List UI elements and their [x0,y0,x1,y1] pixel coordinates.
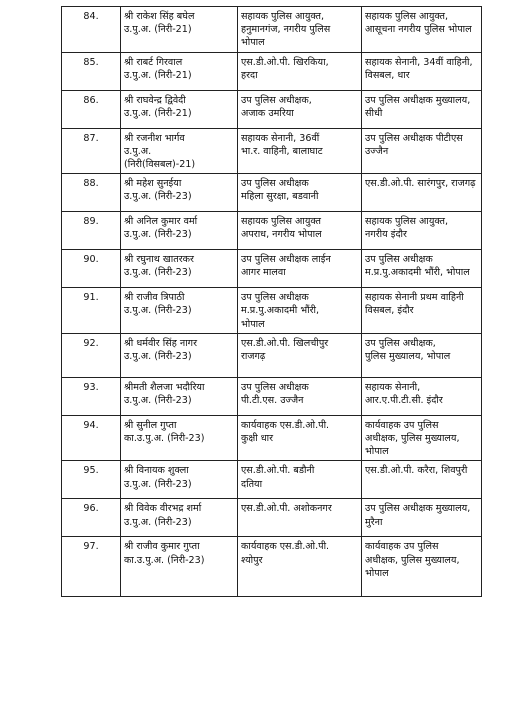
officer-line: श्री अनिल कुमार वर्मा [124,216,198,228]
officer-name-cell [121,288,238,334]
current-posting-line: कुक्षी धार [241,433,274,445]
current-posting-line: कार्यवाहक एस.डी.ओ.पी. [241,541,330,553]
serial-number: 88. [83,178,99,190]
new-posting-line: सहायक सेनानी, [365,381,421,393]
new-posting-line: पुलिस मुख्यालय, भोपाल [365,351,451,363]
new-posting-line: उप पुलिस अधीक्षक मुख्यालय, [365,503,471,515]
serial-number: 89. [83,216,99,228]
new-posting-cell [362,377,482,415]
current-posting-line: उप पुलिस अधीक्षक, [241,94,312,106]
officer-line: उ.पु.अ. (निरी-21) [124,107,192,119]
current-posting-cell [238,174,362,212]
officer-line: श्री रघुनाथ खातरकर [124,254,194,266]
officer-line: उ.पु.अ. (निरी-21) [124,24,192,36]
serial-number: 87. [83,132,99,144]
table-row [62,128,482,174]
current-posting-cell [238,7,362,53]
serial-number-cell [62,461,121,499]
officer-line: उ.पु.अ. (निरी-23) [124,478,192,490]
officer-name-cell [121,461,238,499]
serial-number: 84. [83,11,99,22]
officer-name-cell [121,7,238,53]
officer-line: श्री राजीव त्रिपाठी [124,292,185,304]
serial-number: 94. [83,419,99,431]
serial-number: 91. [83,292,99,304]
new-posting-line: आर.ए.पी.टी.सी. इंदौर [365,395,443,407]
new-posting-line: उप पुलिस अधीक्षक पीटीएस [365,132,463,144]
current-posting-line: कार्यवाहक एस.डी.ओ.पी. [241,419,330,431]
current-posting-cell [238,377,362,415]
officer-line: उ.पु.अ. (निरी-21) [124,69,192,81]
table-row [62,250,482,288]
new-posting-cell [362,333,482,377]
current-posting-line: दतिया [241,478,263,490]
new-posting-cell [362,537,482,597]
serial-number: 96. [83,503,99,515]
serial-number-cell [62,250,121,288]
new-posting-line: सहायक सेनानी प्रथम वाहिनी [365,292,464,304]
table-row [62,415,482,461]
new-posting-cell [362,288,482,334]
officer-line: उ.पु.अ. (निरी-23) [124,516,192,528]
new-posting-line: भोपाल [365,446,389,458]
serial-number-cell [62,333,121,377]
officer-line: श्री राकेश सिंह बघेल [124,11,195,22]
current-posting-line: एस.डी.ओ.पी. खिरकिया, [241,56,329,68]
current-posting-line: सहायक पुलिस आयुक्त, [241,11,325,22]
officer-line: उ.पु.अ. (निरी-23) [124,305,192,317]
current-posting-line: भोपाल [241,318,265,330]
officer-line: श्री राबर्ट गिरवाल [124,56,183,68]
officer-name-cell [121,174,238,212]
current-posting-cell [238,333,362,377]
new-posting-line: सहायक सेनानी, 34वीं वाहिनी, [365,56,473,68]
new-posting-line: म.प्र.पु.अकादमी भौंरी, भोपाल [365,267,470,279]
serial-number: 90. [83,254,99,266]
officer-name-cell [121,128,238,174]
new-posting-cell [362,461,482,499]
current-posting-cell [238,52,362,90]
new-posting-line: सहायक पुलिस आयुक्त, [365,216,449,228]
officer-line: उ.पु.अ. (निरी-23) [124,229,192,241]
current-posting-line: महिला सुरक्षा, बडवानी [241,191,319,203]
officer-name-cell [121,333,238,377]
officer-line: श्री विनायक शुक्ला [124,465,189,477]
current-posting-line: उप पुलिस अधीक्षक [241,292,309,304]
officer-name-cell [121,250,238,288]
officer-name-cell [121,415,238,461]
officer-name-cell [121,90,238,128]
current-posting-line: एस.डी.ओ.पी. बडौनी [241,465,315,477]
officer-line: श्री राजीव कुमार गुप्ता [124,541,200,553]
current-posting-line: अपराध, नगरीय भोपाल [241,229,322,241]
current-posting-line: आगर मालवा [241,267,286,279]
serial-number-cell [62,212,121,250]
officer-line: श्री रजनीश भार्गव [124,132,185,144]
serial-number-cell [62,499,121,537]
table-row [62,174,482,212]
current-posting-line: म.प्र.पु.अकादमी भौंरी, [241,305,320,317]
current-posting-cell [238,250,362,288]
new-posting-line: एस.डी.ओ.पी. सारंगपुर, राजगढ़ [365,178,476,190]
table-row [62,212,482,250]
current-posting-line: उप पुलिस अधीक्षक लाईन [241,254,331,266]
current-posting-line: श्योपुर [241,554,263,566]
serial-number-cell [62,174,121,212]
new-posting-cell [362,128,482,174]
serial-number: 92. [83,337,99,349]
officer-name-cell [121,52,238,90]
current-posting-cell [238,128,362,174]
new-posting-line: एस.डी.ओ.पी. करैरा, शिवपुरी [365,465,468,477]
current-posting-line: हरदा [241,69,258,81]
current-posting-cell [238,288,362,334]
serial-number-cell [62,52,121,90]
new-posting-line: नगरीय इंदौर [365,229,407,241]
current-posting-line: सहायक पुलिस आयुक्त [241,216,321,228]
serial-number: 85. [83,56,99,68]
officer-line: श्री धर्मवीर सिंह नागर [124,337,198,349]
serial-number-cell [62,415,121,461]
table-row [62,7,482,53]
transfer-table [61,6,482,597]
serial-number-cell [62,128,121,174]
new-posting-line: उप पुलिस अधीक्षक, [365,337,436,349]
officer-line: श्रीमती शैलजा भदौरिया [124,381,205,393]
officer-line: श्री सुनील गुप्ता [124,419,177,431]
current-posting-cell [238,499,362,537]
new-posting-cell [362,415,482,461]
current-posting-line: अजाक उमरिया [241,107,294,119]
new-posting-line: उज्जैन [365,145,389,157]
new-posting-line: भोपाल [365,567,389,579]
current-posting-line: भा.र. वाहिनी, बालाघाट [241,145,323,157]
officer-line: उ.पु.अ. (निरी-23) [124,351,192,363]
serial-number-cell [62,7,121,53]
new-posting-line: उप पुलिस अधीक्षक [365,254,433,266]
serial-number: 93. [83,381,99,393]
serial-number-cell [62,288,121,334]
serial-number: 95. [83,465,99,477]
officer-line: का.उ.पु.अ. (निरी-23) [124,554,205,566]
table-row [62,52,482,90]
current-posting-cell [238,212,362,250]
table-row [62,90,482,128]
new-posting-line: अधीक्षक, पुलिस मुख्यालय, [365,554,460,566]
serial-number: 97. [83,541,99,553]
current-posting-cell [238,90,362,128]
serial-number: 86. [83,94,99,106]
officer-line: श्री राघवेन्द्र द्विवेदी [124,94,186,106]
officer-line: श्री महेश सुनईया [124,178,182,190]
table-row [62,537,482,597]
current-posting-line: भोपाल [241,37,265,49]
officer-name-cell [121,537,238,597]
serial-number-cell [62,90,121,128]
table-row [62,499,482,537]
new-posting-line: आसूचना नगरीय पुलिस भोपाल [365,24,472,36]
new-posting-line: कार्यवाहक उप पुलिस [365,419,439,431]
new-posting-cell [362,499,482,537]
new-posting-cell [362,250,482,288]
table-row [62,461,482,499]
current-posting-line: राजगढ़ [241,351,266,363]
new-posting-line: विसबल, इंदौर [365,305,414,317]
current-posting-cell [238,415,362,461]
current-posting-cell [238,537,362,597]
current-posting-line: एस.डी.ओ.पी. खिलचीपुर [241,337,329,349]
new-posting-line: अधीक्षक, पुलिस मुख्यालय, [365,433,460,445]
table-row [62,288,482,334]
officer-line: श्री विवेक वीरभद्र शर्मा [124,503,202,515]
officer-line: (निरी(विसबल)-21) [124,159,196,171]
current-posting-line: एस.डी.ओ.पी. अशोकनगर [241,503,332,515]
new-posting-cell [362,174,482,212]
new-posting-cell [362,7,482,53]
new-posting-line: कार्यवाहक उप पुलिस [365,541,439,553]
table-row [62,333,482,377]
officer-line: का.उ.पु.अ. (निरी-23) [124,433,205,445]
current-posting-line: सहायक सेनानी, 36वीं [241,132,320,144]
current-posting-line: पी.टी.एस. उज्जैन [241,395,304,407]
officer-name-cell [121,377,238,415]
officer-line: उ.पु.अ. (निरी-23) [124,191,192,203]
new-posting-line: सहायक पुलिस आयुक्त, [365,11,449,22]
officer-name-cell [121,212,238,250]
table-row [62,377,482,415]
serial-number-cell [62,537,121,597]
new-posting-line: उप पुलिस अधीक्षक मुख्यालय, [365,94,471,106]
new-posting-line: मुरैना [365,516,383,528]
officer-line: उ.पु.अ. (निरी-23) [124,267,192,279]
new-posting-cell [362,212,482,250]
new-posting-cell [362,52,482,90]
officer-line: उ.पु.अ. (निरी-23) [124,395,192,407]
transfer-table-body [62,7,482,597]
serial-number-cell [62,377,121,415]
current-posting-line: उप पुलिस अधीक्षक [241,381,309,393]
current-posting-line: उप पुलिस अधीक्षक [241,178,309,190]
current-posting-line: हनुमानगंज, नगरीय पुलिस [241,24,331,36]
new-posting-line: विसबल, धार [365,69,410,81]
officer-name-cell [121,499,238,537]
new-posting-cell [362,90,482,128]
new-posting-line: सीधी [365,107,383,119]
current-posting-cell [238,461,362,499]
officer-line: उ.पु.अ. [124,145,152,157]
